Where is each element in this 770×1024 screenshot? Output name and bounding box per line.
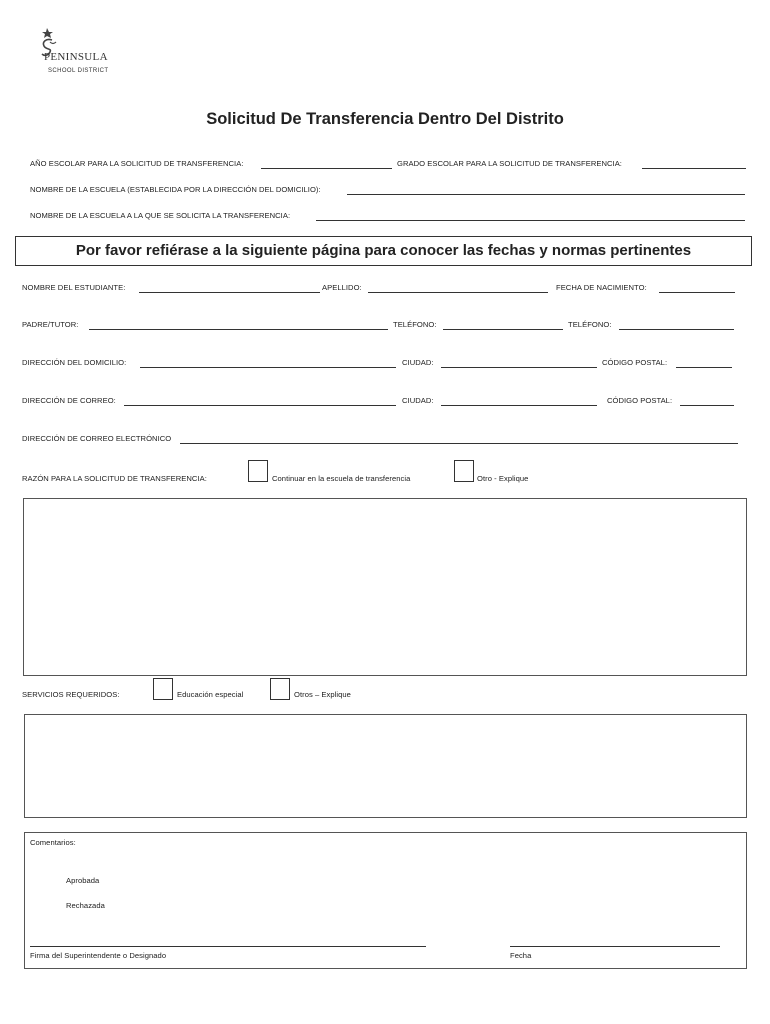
services-other-checkbox[interactable] [270,678,290,700]
home-school-field[interactable] [347,194,745,195]
date-label: Fecha [510,951,532,960]
signature-field[interactable] [30,946,426,947]
mail-city-label: CIUDAD: [402,396,434,405]
home-city-label: CIUDAD: [402,358,434,367]
logo-name: PENINSULA [44,51,108,63]
mail-address-label: DIRECCIÓN DE CORREO: [22,396,116,405]
phone1-label: TELÉFONO: [393,320,437,329]
mail-zip-field[interactable] [680,405,734,406]
approved-label: Aprobada [66,876,100,885]
logo-subtitle: SCHOOL DISTRICT [48,68,109,74]
reason-continue-label: Continuar en la escuela de transferencia [272,474,411,483]
office-use-box [24,832,747,969]
email-field[interactable] [180,443,738,444]
birth-date-label: FECHA DE NACIMIENTO: [556,283,647,292]
special-ed-label: Educación especial [177,690,244,699]
comments-label: Comentarios: [30,838,76,847]
last-name-label: APELLIDO: [322,283,362,292]
grade-label: GRADO ESCOLAR PARA LA SOLICITUD DE TRANSFERENCIA: [397,159,622,168]
district-logo [36,26,116,78]
requested-school-label: NOMBRE DE LA ESCUELA A LA QUE SE SOLICITA LA TRANSFERENCIA: [30,211,291,220]
services-other-label: Otros – Explique [294,690,351,699]
date-field[interactable] [510,946,720,947]
parent-label: PADRE/TUTOR: [22,320,79,329]
last-name-field[interactable] [368,292,548,293]
requested-school-field[interactable] [316,220,745,221]
services-label: SERVICIOS REQUERIDOS: [22,690,120,699]
student-name-label: NOMBRE DEL ESTUDIANTE: [22,283,126,292]
home-zip-label: CÓDIGO POSTAL: [602,358,668,367]
reason-other-label: Otro - Explique [477,474,529,483]
home-school-label: NOMBRE DE LA ESCUELA (ESTABLECIDA POR LA DIRECCIÓN DEL DOMICILIO): [30,185,321,194]
reason-label: RAZÓN PARA LA SOLICITUD DE TRANSFERENCIA: [22,474,207,483]
home-zip-field[interactable] [676,367,732,368]
home-address-field[interactable] [140,367,396,368]
student-name-field[interactable] [139,292,320,293]
mail-city-field[interactable] [441,405,597,406]
school-year-field[interactable] [261,168,392,169]
page-title: Solicitud De Transferencia Dentro Del Distrito [206,110,564,128]
mail-zip-label: CÓDIGO POSTAL: [607,396,673,405]
signature-label: Firma del Superintendente o Designado [30,951,167,960]
reason-explanation-box[interactable] [23,498,747,676]
birth-date-field[interactable] [659,292,735,293]
phone2-field[interactable] [619,329,734,330]
phone2-label: TELÉFONO: [568,320,612,329]
parent-field[interactable] [89,329,388,330]
mail-address-field[interactable] [124,405,396,406]
home-address-label: DIRECCIÓN DEL DOMICILIO: [22,358,127,367]
grade-field[interactable] [642,168,746,169]
notice-banner: Por favor refiérase a la siguiente página para conocer las fechas y normas pertinentes [15,236,752,266]
services-explanation-box[interactable] [24,714,747,818]
school-year-label: AÑO ESCOLAR PARA LA SOLICITUD DE TRANSFERENCIA: [30,159,244,168]
special-ed-checkbox[interactable] [153,678,173,700]
email-label: DIRECCIÓN DE CORREO ELECTRÓNICO [22,434,172,443]
rejected-label: Rechazada [66,901,105,910]
reason-other-checkbox[interactable] [454,460,474,482]
phone1-field[interactable] [443,329,563,330]
reason-continue-checkbox[interactable] [248,460,268,482]
home-city-field[interactable] [441,367,597,368]
